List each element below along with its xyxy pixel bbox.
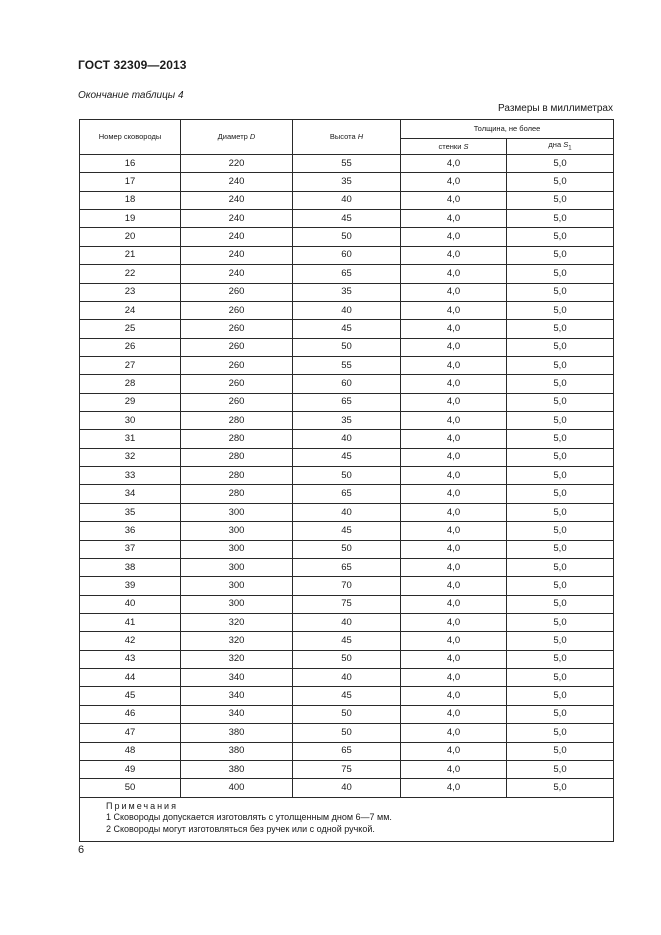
- cell-wall: 4,0: [401, 155, 507, 173]
- cell-wall: 4,0: [401, 301, 507, 319]
- cell-height: 60: [293, 375, 401, 393]
- table-row: [80, 485, 614, 503]
- cell-height: 35: [293, 173, 401, 191]
- cell-bottom: 5,0: [507, 173, 614, 191]
- table-row: [80, 669, 614, 687]
- cell-wall: 4,0: [401, 228, 507, 246]
- header-diameter: [181, 120, 293, 155]
- cell-wall: 4,0: [401, 522, 507, 540]
- table-row: [80, 375, 614, 393]
- table-row: [80, 155, 614, 173]
- cell-bottom: 5,0: [507, 448, 614, 466]
- cell-number: 39: [80, 577, 181, 595]
- cell-bottom: 5,0: [507, 430, 614, 448]
- cell-number: 41: [80, 613, 181, 631]
- cell-wall: 4,0: [401, 356, 507, 374]
- header-bottom-subscript: 1: [568, 145, 572, 152]
- table-row: [80, 540, 614, 558]
- header-diameter-symbol: D: [249, 132, 256, 141]
- table-row: [80, 577, 614, 595]
- table-body: [80, 155, 614, 798]
- cell-bottom: 5,0: [507, 558, 614, 576]
- header-number: Номер сковороды: [80, 120, 181, 155]
- cell-bottom: 5,0: [507, 724, 614, 742]
- cell-height: 50: [293, 467, 401, 485]
- cell-height: 65: [293, 485, 401, 503]
- cell-number: 48: [80, 742, 181, 760]
- cell-bottom: 5,0: [507, 155, 614, 173]
- cell-wall: 4,0: [401, 760, 507, 778]
- table-row: [80, 173, 614, 191]
- table-row: [80, 430, 614, 448]
- cell-wall: 4,0: [401, 595, 507, 613]
- cell-height: 40: [293, 503, 401, 521]
- header-thickness: Толщина, не более: [401, 120, 614, 139]
- cell-number: 30: [80, 412, 181, 430]
- cell-number: 17: [80, 173, 181, 191]
- cell-bottom: 5,0: [507, 265, 614, 283]
- cell-height: 75: [293, 760, 401, 778]
- cell-bottom: 5,0: [507, 577, 614, 595]
- header-bottom: [507, 139, 614, 155]
- cell-bottom: 5,0: [507, 632, 614, 650]
- cell-height: 65: [293, 265, 401, 283]
- cell-diameter: 380: [181, 760, 293, 778]
- cell-wall: 4,0: [401, 779, 507, 797]
- header-wall-symbol: S: [463, 141, 469, 151]
- cell-height: 45: [293, 448, 401, 466]
- cell-wall: 4,0: [401, 393, 507, 411]
- cell-number: 40: [80, 595, 181, 613]
- cell-bottom: 5,0: [507, 742, 614, 760]
- cell-diameter: 300: [181, 522, 293, 540]
- cell-wall: 4,0: [401, 173, 507, 191]
- cell-wall: 4,0: [401, 503, 507, 521]
- cell-wall: 4,0: [401, 742, 507, 760]
- cell-number: 28: [80, 375, 181, 393]
- cell-number: 45: [80, 687, 181, 705]
- cell-diameter: 260: [181, 356, 293, 374]
- cell-bottom: 5,0: [507, 522, 614, 540]
- cell-wall: 4,0: [401, 265, 507, 283]
- note-item-1: 1 Сковороды допускается изготовлять с утолщенным дном 6—7 мм.: [106, 812, 392, 823]
- cell-number: 23: [80, 283, 181, 301]
- cell-diameter: 240: [181, 191, 293, 209]
- cell-diameter: 260: [181, 301, 293, 319]
- cell-bottom: 5,0: [507, 760, 614, 778]
- cell-height: 40: [293, 430, 401, 448]
- cell-number: 32: [80, 448, 181, 466]
- notes-title: Примечания: [106, 800, 178, 811]
- cell-wall: 4,0: [401, 577, 507, 595]
- units-caption: Размеры в миллиметрах: [498, 103, 613, 114]
- cell-diameter: 300: [181, 503, 293, 521]
- cell-wall: 4,0: [401, 430, 507, 448]
- cell-diameter: 260: [181, 375, 293, 393]
- cell-wall: 4,0: [401, 283, 507, 301]
- table-row: [80, 265, 614, 283]
- table-row: [80, 338, 614, 356]
- cell-number: 50: [80, 779, 181, 797]
- table-row: [80, 687, 614, 705]
- table-row: [80, 228, 614, 246]
- table-row: [80, 320, 614, 338]
- cell-number: 25: [80, 320, 181, 338]
- cell-number: 43: [80, 650, 181, 668]
- cell-bottom: 5,0: [507, 613, 614, 631]
- cell-wall: 4,0: [401, 558, 507, 576]
- cell-diameter: 240: [181, 246, 293, 264]
- header-bottom-symbol: S: [563, 139, 569, 149]
- cell-diameter: 380: [181, 724, 293, 742]
- cell-height: 45: [293, 210, 401, 228]
- header-wall-label: стенки: [438, 141, 462, 151]
- cell-height: 50: [293, 338, 401, 356]
- cell-height: 35: [293, 283, 401, 301]
- cell-bottom: 5,0: [507, 687, 614, 705]
- cell-diameter: 240: [181, 210, 293, 228]
- cell-bottom: 5,0: [507, 210, 614, 228]
- cell-wall: 4,0: [401, 650, 507, 668]
- cell-bottom: 5,0: [507, 301, 614, 319]
- cell-number: 36: [80, 522, 181, 540]
- cell-diameter: 380: [181, 742, 293, 760]
- cell-height: 65: [293, 393, 401, 411]
- cell-number: 31: [80, 430, 181, 448]
- cell-diameter: 320: [181, 632, 293, 650]
- cell-wall: 4,0: [401, 320, 507, 338]
- cell-height: 50: [293, 705, 401, 723]
- cell-height: 40: [293, 669, 401, 687]
- cell-number: 44: [80, 669, 181, 687]
- cell-number: 46: [80, 705, 181, 723]
- cell-bottom: 5,0: [507, 191, 614, 209]
- cell-diameter: 280: [181, 412, 293, 430]
- cell-number: 22: [80, 265, 181, 283]
- header-wall: [401, 139, 507, 155]
- header-diameter-label: Диаметр: [217, 132, 248, 141]
- header-height: [293, 120, 401, 155]
- cell-number: 18: [80, 191, 181, 209]
- cell-height: 65: [293, 742, 401, 760]
- cell-bottom: 5,0: [507, 503, 614, 521]
- cell-height: 55: [293, 356, 401, 374]
- cell-bottom: 5,0: [507, 412, 614, 430]
- cell-diameter: 280: [181, 485, 293, 503]
- cell-bottom: 5,0: [507, 338, 614, 356]
- cell-number: 29: [80, 393, 181, 411]
- header-height-label: Высота: [329, 132, 356, 141]
- cell-diameter: 300: [181, 577, 293, 595]
- cell-number: 47: [80, 724, 181, 742]
- cell-number: 38: [80, 558, 181, 576]
- header-bottom-label: дна: [548, 139, 562, 149]
- table-row: [80, 283, 614, 301]
- cell-diameter: 260: [181, 320, 293, 338]
- cell-bottom: 5,0: [507, 669, 614, 687]
- cell-wall: 4,0: [401, 632, 507, 650]
- table-row: [80, 467, 614, 485]
- cell-wall: 4,0: [401, 687, 507, 705]
- cell-height: 40: [293, 613, 401, 631]
- cell-height: 45: [293, 632, 401, 650]
- cell-bottom: 5,0: [507, 375, 614, 393]
- cell-bottom: 5,0: [507, 467, 614, 485]
- cell-diameter: 340: [181, 705, 293, 723]
- table-row: [80, 760, 614, 778]
- cell-bottom: 5,0: [507, 595, 614, 613]
- cell-bottom: 5,0: [507, 246, 614, 264]
- cell-diameter: 320: [181, 613, 293, 631]
- cell-diameter: 300: [181, 595, 293, 613]
- table-row: [80, 448, 614, 466]
- cell-wall: 4,0: [401, 448, 507, 466]
- table-row: [80, 393, 614, 411]
- cell-diameter: 280: [181, 467, 293, 485]
- cell-diameter: 280: [181, 448, 293, 466]
- table-row: [80, 191, 614, 209]
- table-row: [80, 503, 614, 521]
- cell-height: 45: [293, 522, 401, 540]
- cell-height: 60: [293, 246, 401, 264]
- cell-bottom: 5,0: [507, 485, 614, 503]
- cell-height: 45: [293, 687, 401, 705]
- table-row: [80, 301, 614, 319]
- table-row: [80, 210, 614, 228]
- cell-diameter: 340: [181, 687, 293, 705]
- cell-height: 50: [293, 228, 401, 246]
- cell-number: 16: [80, 155, 181, 173]
- cell-wall: 4,0: [401, 724, 507, 742]
- cell-diameter: 260: [181, 283, 293, 301]
- cell-bottom: 5,0: [507, 320, 614, 338]
- cell-wall: 4,0: [401, 485, 507, 503]
- table-continuation-label: Окончание таблицы 4: [78, 90, 184, 101]
- table-row: [80, 632, 614, 650]
- table-row: [80, 650, 614, 668]
- notes-cell: [80, 797, 614, 841]
- cell-wall: 4,0: [401, 540, 507, 558]
- cell-height: 70: [293, 577, 401, 595]
- cell-bottom: 5,0: [507, 228, 614, 246]
- cell-height: 75: [293, 595, 401, 613]
- cell-diameter: 260: [181, 338, 293, 356]
- cell-number: 24: [80, 301, 181, 319]
- table-row: [80, 595, 614, 613]
- table-row: [80, 779, 614, 797]
- cell-height: 50: [293, 540, 401, 558]
- cell-diameter: 320: [181, 650, 293, 668]
- cell-diameter: 280: [181, 430, 293, 448]
- cell-wall: 4,0: [401, 210, 507, 228]
- cell-height: 55: [293, 155, 401, 173]
- table-row: [80, 705, 614, 723]
- cell-diameter: 300: [181, 558, 293, 576]
- cell-number: 19: [80, 210, 181, 228]
- cell-height: 35: [293, 412, 401, 430]
- table-row: [80, 356, 614, 374]
- cell-wall: 4,0: [401, 613, 507, 631]
- header-height-symbol: H: [357, 132, 364, 141]
- cell-wall: 4,0: [401, 246, 507, 264]
- table-row: [80, 558, 614, 576]
- cell-number: 26: [80, 338, 181, 356]
- cell-bottom: 5,0: [507, 393, 614, 411]
- table-row: [80, 246, 614, 264]
- cell-wall: 4,0: [401, 338, 507, 356]
- table-row: [80, 724, 614, 742]
- cell-wall: 4,0: [401, 467, 507, 485]
- cell-bottom: 5,0: [507, 705, 614, 723]
- dimensions-table: [79, 119, 614, 842]
- cell-number: 35: [80, 503, 181, 521]
- cell-wall: 4,0: [401, 412, 507, 430]
- cell-number: 34: [80, 485, 181, 503]
- cell-height: 45: [293, 320, 401, 338]
- cell-number: 49: [80, 760, 181, 778]
- cell-diameter: 340: [181, 669, 293, 687]
- cell-height: 50: [293, 650, 401, 668]
- cell-number: 37: [80, 540, 181, 558]
- note-item-2: 2 Сковороды могут изготовляться без ручек или с одной ручкой.: [106, 823, 375, 834]
- page-number: 6: [78, 844, 85, 856]
- cell-wall: 4,0: [401, 375, 507, 393]
- cell-number: 21: [80, 246, 181, 264]
- cell-number: 42: [80, 632, 181, 650]
- cell-height: 40: [293, 779, 401, 797]
- table-row: [80, 412, 614, 430]
- table-row: [80, 522, 614, 540]
- cell-height: 40: [293, 191, 401, 209]
- cell-bottom: 5,0: [507, 356, 614, 374]
- cell-height: 50: [293, 724, 401, 742]
- cell-diameter: 240: [181, 265, 293, 283]
- cell-bottom: 5,0: [507, 283, 614, 301]
- cell-bottom: 5,0: [507, 650, 614, 668]
- cell-bottom: 5,0: [507, 540, 614, 558]
- cell-bottom: 5,0: [507, 779, 614, 797]
- cell-wall: 4,0: [401, 191, 507, 209]
- cell-number: 20: [80, 228, 181, 246]
- cell-diameter: 240: [181, 228, 293, 246]
- cell-diameter: 240: [181, 173, 293, 191]
- cell-height: 40: [293, 301, 401, 319]
- cell-height: 65: [293, 558, 401, 576]
- cell-wall: 4,0: [401, 705, 507, 723]
- document-header: ГОСТ 32309—2013: [78, 58, 187, 72]
- cell-diameter: 400: [181, 779, 293, 797]
- cell-wall: 4,0: [401, 669, 507, 687]
- table-row: [80, 742, 614, 760]
- cell-diameter: 260: [181, 393, 293, 411]
- cell-number: 33: [80, 467, 181, 485]
- table-row: [80, 613, 614, 631]
- cell-diameter: 220: [181, 155, 293, 173]
- cell-number: 27: [80, 356, 181, 374]
- cell-diameter: 300: [181, 540, 293, 558]
